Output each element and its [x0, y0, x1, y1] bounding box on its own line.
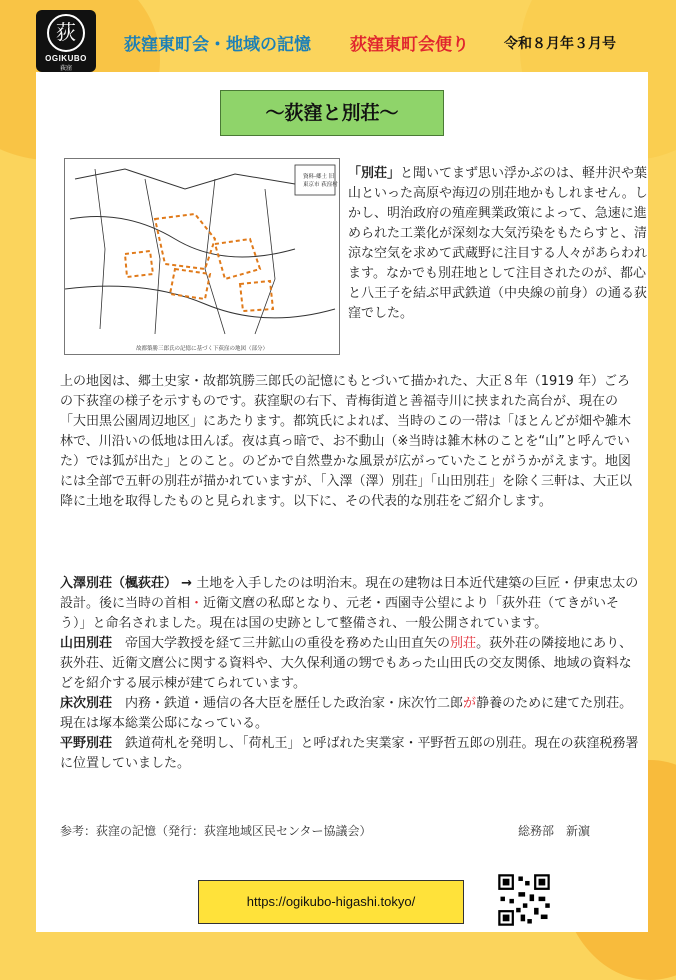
villa-name: 山田別荘 — [60, 636, 113, 651]
ogikubo-logo — [36, 10, 96, 72]
villa-list — [60, 574, 640, 774]
intro-paragraph — [348, 164, 648, 324]
villa-quote: 「別荘」 — [348, 166, 401, 181]
newsletter-title: 荻窪東町会便り — [350, 35, 469, 55]
map-caption: 故都築勝三郎氏の記憶に基づく下荻窪の地図（部分） — [135, 346, 268, 352]
villa-yamada — [60, 634, 640, 694]
association-memory-title: 荻窪東町会・地域の記憶 — [124, 35, 311, 55]
villa-desc: 土地を入手したのは明治末。現在の建物は日本近代建築の巨匠・伊東忠太の設計。後に当時の首相 — [60, 576, 639, 611]
website-link[interactable]: https://ogikubo-higashi.tokyo/ — [198, 880, 464, 924]
red-dot: ・ — [190, 596, 204, 611]
historical-map — [64, 158, 340, 355]
villa-irisawa — [60, 574, 640, 634]
arrow: → — [181, 576, 193, 591]
villa-desc: 静養のために建てた別荘。現在は塚本総業公邸になっている。 — [60, 696, 633, 731]
villa-name: 入澤別荘（楓荻荘） — [60, 576, 178, 591]
intro-text: と聞いてまず思い浮かぶのは、軽井沢や葉山といった高原や海辺の別荘地かもしれません。しかし、明治政府の殖産興業政策によって、急速に進められた工業化が深刻な大気汚染をもたらすと、清涼な空気を求めて武蔵野に注目する人々があらわれます。なかでも別荘地として注目されたのが、都心と八王子を結ぶ甲武鉄道（中央線の前身）の通る荻窪でした。 — [348, 166, 648, 321]
logo-sub: 荻窪 — [59, 65, 72, 72]
reference-source: 参考：荻窪の記憶（発行：荻窪地域区民センター協議会） — [60, 824, 372, 838]
villa-desc: 。荻外荘の隣接地にあり、荻外荘、近衛文麿公に関する資料や、大久保利通の甥でもあった山田氏の交友関係、地域の資料などを紹介する展示棟が建てられています。 — [60, 636, 633, 691]
villa-tokonami — [60, 694, 640, 734]
map-drawing — [65, 159, 339, 344]
red-word: 別荘 — [450, 636, 477, 651]
issue-date: 令和８月年３月号 — [504, 36, 616, 52]
qr-code-icon[interactable] — [496, 872, 552, 928]
villa-desc: 近衛文麿の私邸となり、元老・西園寺公望により「荻外荘（てきがいそう）」と命名されました。現在は国の史跡として整備され、一般公開されています。 — [60, 596, 620, 631]
map-description-paragraph: 上の地図は、郷土史家・故都筑勝三郎氏の記憶にもとづいて描かれた、大正８年（1919 年）ごろの下荻窪の様子を示すものです。荻窪駅の右下、青梅街道と善福寺川に挟まれた高台が、現在の「大田黒公園周辺地区」にあたります。都筑氏によれば、当時のこの一帯は「ほとんどが畑や雑木林で、川沿いの低地は田んぼ。夜は真っ暗で、お不動山（※当時は雑木林のことを“山”と呼んでいた）では狐が出た」とのこと。のどかで自然豊かな風景が広がっていたことがうかがえます。地図には全部で五軒の別荘が描かれていますが、「入澤（澤）別荘」「山田別荘」を除く三軒は、大正以降に土地を取得したものと見られます。以下に、その代表的な別荘をご紹介します。 — [60, 374, 633, 509]
red-word: が — [463, 696, 477, 711]
villa-desc: 鉄道荷札を発明し、「荷札王」と呼ばれた実業家・平野哲五郎の別荘。現在の荻窪税務署に位置していました。 — [60, 736, 639, 771]
villa-desc: 内務・鉄道・逓信の各大臣を歴任した政治家・床次竹二郎 — [125, 696, 464, 711]
villa-hirano — [60, 734, 640, 774]
logo-name: OGIKUBO — [45, 54, 87, 63]
reference-author: 総務部 新濵 — [518, 824, 591, 838]
villa-desc: 帝国大学教授を経て三井鉱山の重役を務めた山田直矢の — [125, 636, 451, 651]
page-title: 〜荻窪と別荘〜 — [220, 90, 444, 136]
villa-name: 床次別荘 — [60, 696, 113, 711]
villa-name: 平野別荘 — [60, 736, 113, 751]
logo-character: 荻 — [47, 14, 85, 52]
map-legend: 資料-郷土 旧東京市 荻窪村 — [303, 174, 338, 188]
